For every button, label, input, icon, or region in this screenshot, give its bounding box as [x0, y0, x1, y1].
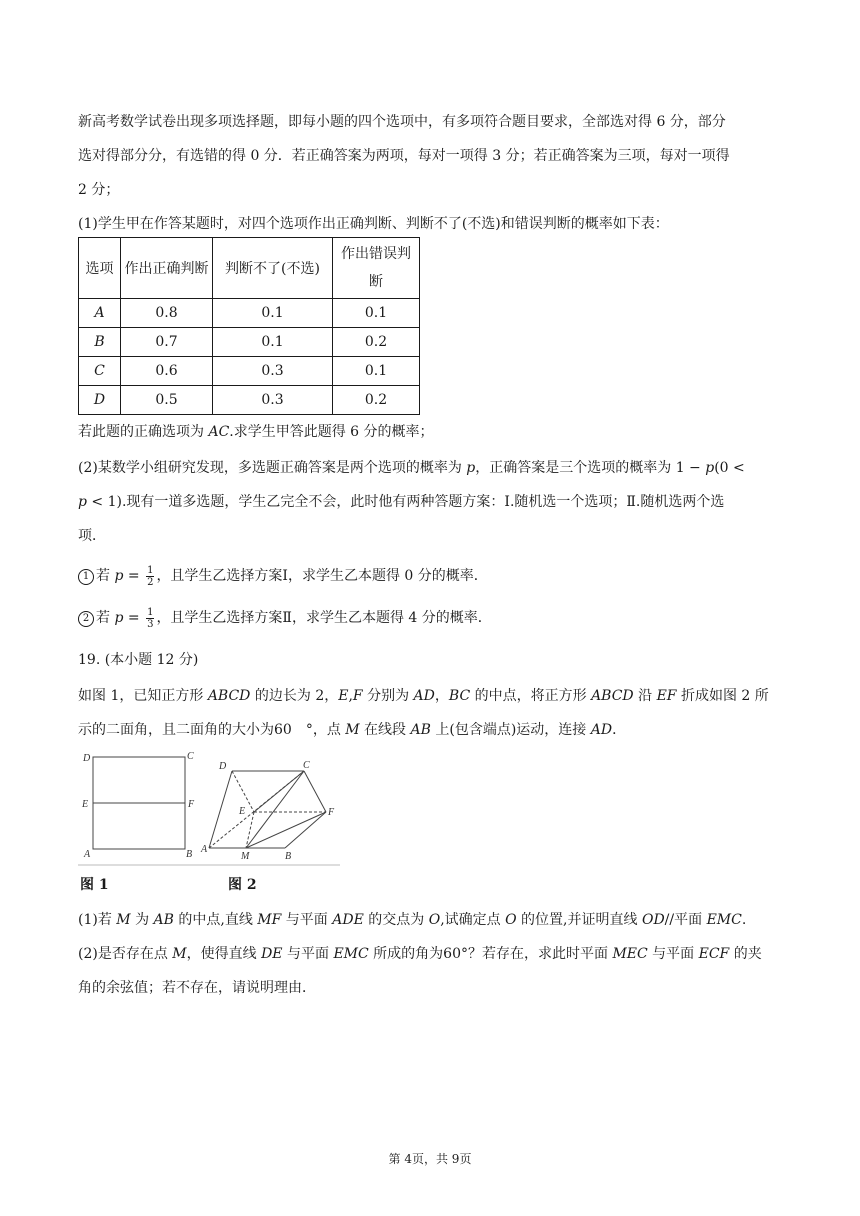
header-wrong-line2: 断 — [369, 274, 383, 290]
header-option: 选项 — [79, 238, 121, 299]
sub1-eq: = — [123, 568, 145, 584]
intro-line-1: 新高考数学试卷出现多项选择题，即每小题的四个选项中，有多项符合题目要求，全部选对得 6 分，部分 — [78, 114, 726, 130]
text-run: 与平面 — [647, 946, 699, 962]
text-run: ，使得直线 — [186, 946, 262, 962]
part2-line-1 — [78, 458, 745, 478]
math-symbol: E — [338, 688, 349, 704]
text-run: //平面 — [664, 912, 707, 928]
text-run: ,试确定点 — [440, 912, 506, 928]
figure-1-caption: 图 1 — [80, 877, 109, 893]
fig1-label-d: D — [83, 753, 91, 764]
q1-pre: 若此题的正确选项为 — [78, 424, 209, 440]
part2-line-3: 项． — [78, 528, 106, 544]
text-run: ， — [434, 688, 449, 704]
table-row — [79, 328, 420, 357]
header-skip: 判断不了(不选) — [213, 238, 333, 299]
header-wrong — [333, 238, 420, 299]
skip-cell: 0.1 — [213, 328, 333, 357]
text-run: 的交点为 — [363, 912, 429, 928]
circled-number-1: 1 — [78, 569, 94, 585]
math-symbol: EMC — [333, 946, 369, 962]
q19-sub-2-line-1 — [78, 944, 762, 964]
q1-post: .求学生甲答此题得 6 分的概率； — [229, 424, 434, 440]
sub2-post: ，且学生乙选择方案Ⅱ，求学生乙本题得 4 分的概率． — [156, 610, 492, 626]
math-symbol: BC — [448, 688, 471, 704]
math-symbol: ECF — [698, 946, 730, 962]
text-run: 折成如图 2 所 — [676, 688, 769, 704]
math-symbol: M — [345, 722, 360, 738]
math-symbol: EMC — [706, 912, 742, 928]
correct-cell: 0.8 — [121, 299, 213, 328]
fraction-denominator: 3 — [147, 618, 154, 630]
correct-cell: 0.7 — [121, 328, 213, 357]
text-run: , — [348, 688, 353, 704]
q1-ac: AC — [208, 424, 230, 440]
option-cell: D — [79, 386, 121, 415]
skip-cell: 0.3 — [213, 357, 333, 386]
var-p: p — [78, 494, 87, 510]
text-run: 示的二面角，且二面角的大小为60 °，点 — [78, 722, 346, 738]
circled-number-2: 2 — [78, 611, 94, 627]
wrong-cell: 0.2 — [333, 328, 420, 357]
text-run: 所成的角为60°？若存在，求此时平面 — [368, 946, 613, 962]
part2-l1b: ，正确答案是三个选项的概率为 1 − — [475, 460, 706, 476]
fig1-label-f: F — [188, 799, 195, 810]
text-run: 为 — [130, 912, 154, 928]
fig2-label-b: B — [285, 851, 292, 862]
text-run: (2)是否存在点 — [78, 946, 173, 962]
sub-question-2 — [78, 604, 492, 632]
fig2-label-m: M — [241, 851, 250, 862]
q19-line-1 — [78, 686, 769, 706]
text-run: 的中点，将正方形 — [470, 688, 592, 704]
fraction-denominator: 2 — [147, 576, 154, 588]
probability-table — [78, 237, 420, 415]
math-symbol: M — [172, 946, 187, 962]
correct-cell: 0.6 — [121, 357, 213, 386]
math-symbol: DE — [261, 946, 283, 962]
math-symbol: OD — [641, 912, 665, 928]
text-run: (1)若 — [78, 912, 117, 928]
wrong-cell: 0.1 — [333, 299, 420, 328]
math-symbol: AD — [590, 722, 613, 738]
fig1-label-c: C — [187, 751, 194, 762]
table-row — [79, 357, 420, 386]
fig1-label-a: A — [84, 849, 91, 860]
fig2-label-c: C — [303, 760, 310, 771]
math-symbol: O — [428, 912, 441, 928]
math-symbol: MF — [257, 912, 282, 928]
figure-2-folded — [209, 771, 326, 848]
text-run: 的夹 — [729, 946, 762, 962]
figure-2-caption: 图 2 — [228, 877, 257, 893]
fraction-numerator: 1 — [147, 564, 154, 576]
var-p: p — [705, 460, 715, 476]
text-run: 的位置,并证明直线 — [516, 912, 642, 928]
math-symbol: ABCD — [591, 688, 634, 704]
part2-l1c: (0 < — [714, 460, 745, 476]
text-run: 角的余弦值；若不存在，请说明理由． — [78, 980, 316, 996]
part2-l2a: < 1).现有一道多选题，学生乙完全不会，此时他有两种答题方案：Ⅰ.随机选一个选项；Ⅱ.随机选两个选 — [86, 494, 725, 510]
wrong-cell: 0.2 — [333, 386, 420, 415]
q19-sub-2-line-2 — [78, 978, 316, 998]
text-run: 的边长为 2， — [250, 688, 339, 704]
header-correct: 作出正确判断 — [121, 238, 213, 299]
fig1-label-e: E — [82, 799, 89, 810]
header-wrong-line1: 作出错误判 — [341, 246, 411, 262]
text-run: ． — [612, 722, 627, 738]
skip-cell: 0.1 — [213, 299, 333, 328]
math-symbol: AD — [413, 688, 435, 704]
fig2-label-a: A — [201, 844, 208, 855]
var-p: p — [114, 568, 124, 584]
fraction-one-third — [146, 607, 154, 630]
table-row — [79, 299, 420, 328]
text-run: . — [741, 912, 747, 928]
text-run: 与平面 — [281, 912, 333, 928]
sub1-pre: 若 — [96, 568, 115, 584]
text-run: 在线段 — [359, 722, 411, 738]
math-symbol: ADE — [332, 912, 364, 928]
math-symbol: ABCD — [207, 688, 251, 704]
q19-sub-1 — [78, 910, 746, 930]
figure-1-square — [81, 751, 195, 860]
option-cell: B — [79, 328, 121, 357]
text-run: 分别为 — [362, 688, 414, 704]
fig2-label-d: D — [219, 761, 227, 772]
text-run: 沿 — [633, 688, 657, 704]
part2-line-2 — [78, 492, 724, 512]
math-symbol: EF — [656, 688, 677, 704]
q19-line-2 — [78, 720, 626, 740]
math-symbol: M — [116, 912, 131, 928]
sub2-pre: 若 — [96, 610, 115, 626]
text-run: 的中点,直线 — [173, 912, 258, 928]
text-run: 如图 1，已知正方形 — [78, 688, 208, 704]
math-symbol: AB — [410, 722, 431, 738]
fraction-numerator: 1 — [147, 606, 154, 618]
math-symbol: F — [352, 688, 363, 704]
text-run: 与平面 — [282, 946, 334, 962]
fig2-label-f: F — [328, 807, 335, 818]
part2-l1a: (2)某数学小组研究发现，多选题正确答案是两个选项的概率为 — [78, 460, 467, 476]
geometry-figures — [78, 745, 340, 867]
text-run: 上(包含端点)运动，连接 — [430, 722, 591, 738]
fig1-label-b: B — [186, 849, 193, 860]
table-row — [79, 386, 420, 415]
intro-line-3: 2 分； — [78, 182, 120, 198]
math-symbol: MEC — [612, 946, 648, 962]
q19-title: 19. (本小题 12 分) — [78, 652, 199, 668]
fraction-one-half — [146, 565, 154, 588]
q1-text — [78, 422, 434, 442]
skip-cell: 0.3 — [213, 386, 333, 415]
option-cell: C — [79, 357, 121, 386]
var-p: p — [114, 610, 124, 626]
correct-cell: 0.5 — [121, 386, 213, 415]
wrong-cell: 0.1 — [333, 357, 420, 386]
sub1-post: ，且学生乙选择方案Ⅰ，求学生乙本题得 0 分的概率． — [156, 568, 488, 584]
table-header-row — [79, 238, 420, 299]
sub-question-1 — [78, 562, 488, 590]
fig2-label-e: E — [239, 806, 246, 817]
option-cell: A — [79, 299, 121, 328]
math-symbol: O — [505, 912, 517, 928]
sub2-eq: = — [123, 610, 145, 626]
part1-prompt: (1)学生甲在作答某题时，对四个选项作出正确判断、判断不了(不选)和错误判断的概率如下表： — [78, 216, 669, 232]
math-symbol: AB — [153, 912, 174, 928]
intro-line-2: 选对得部分分，有选错的得 0 分．若正确答案为两项，每对一项得 3 分；若正确答案为三项，每对一项得 — [78, 148, 730, 164]
var-p: p — [466, 460, 476, 476]
page-footer: 第 4页，共 9页 — [388, 1152, 472, 1166]
